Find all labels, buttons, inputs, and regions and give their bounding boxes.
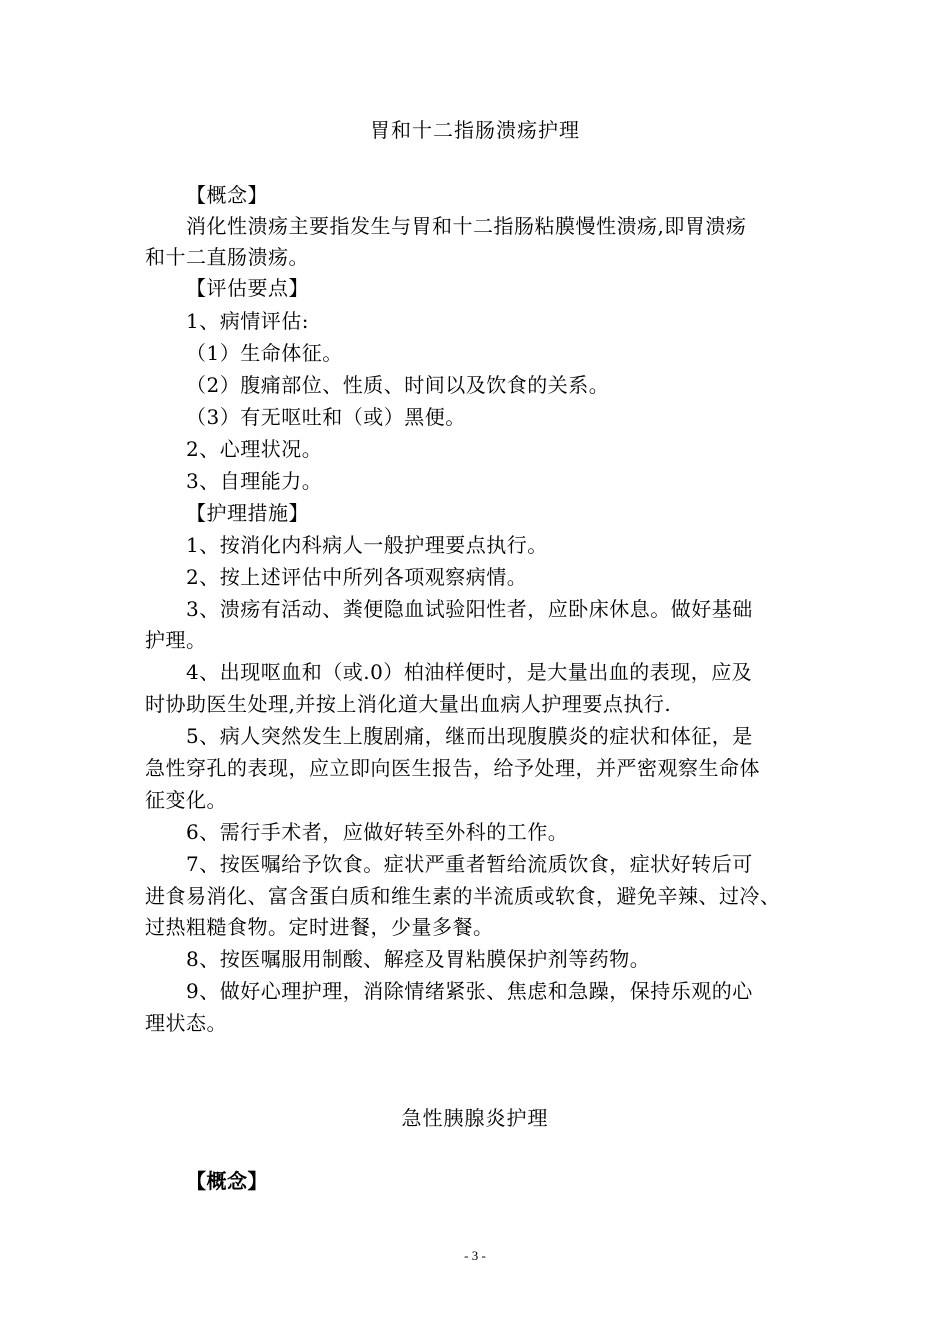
section-title: 胃和十二指肠溃疡护理 xyxy=(370,118,580,142)
measure-item-continuation: 时协助医生处理,并按上消化道大量出血病人护理要点执行. xyxy=(145,692,672,716)
measure-item: 2、按上述评估中所列各项观察病情。 xyxy=(186,565,528,589)
measure-item: 1、按消化内科病人一般护理要点执行。 xyxy=(186,533,548,557)
measure-item-continuation: 征变化。 xyxy=(145,788,227,812)
page-number: - 3 - xyxy=(464,1248,486,1263)
measure-item: 8、按医嘱服用制酸、解痉及胃粘膜保护剂等药物。 xyxy=(186,947,651,971)
assessment-item: 3、自理能力。 xyxy=(186,469,323,493)
assessment-item: （2）腹痛部位、性质、时间以及饮食的关系。 xyxy=(186,373,610,397)
measure-item: 6、需行手术者，应做好转至外科的工作。 xyxy=(186,820,569,844)
measure-item-continuation: 进食易消化、富含蛋白质和维生素的半流质或软食，避免辛辣、过冷、 xyxy=(145,884,781,908)
measure-item: 7、按医嘱给予饮食。症状严重者暂给流质饮食，症状好转后可 xyxy=(186,852,753,876)
measure-item: 4、出现呕血和（或.0）柏油样便时，是大量出血的表现，应及 xyxy=(186,660,753,684)
assessment-item: （1）生命体征。 xyxy=(186,341,343,365)
measure-item: 3、溃疡有活动、粪便隐血试验阳性者，应卧床休息。做好基础 xyxy=(186,597,753,621)
paragraph-line: 消化性溃疡主要指发生与胃和十二指肠粘膜慢性溃疡,即胃溃疡 xyxy=(186,214,747,238)
measure-item: 9、做好心理护理，消除情绪紧张、焦虑和急躁，保持乐观的心 xyxy=(186,979,753,1003)
assessment-item: 2、心理状况。 xyxy=(186,437,323,461)
measure-item-continuation: 理状态。 xyxy=(145,1011,227,1035)
assessment-item: （3）有无呕吐和（或）黑便。 xyxy=(186,405,466,429)
measure-item-continuation: 过热粗糙食物。定时进餐，少量多餐。 xyxy=(145,915,494,939)
assessment-item: 1、病情评估: xyxy=(186,309,309,333)
paragraph-line: 和十二直肠溃疡。 xyxy=(145,245,309,269)
concept-heading: 【概念】 xyxy=(186,1169,268,1193)
section-title: 急性胰腺炎护理 xyxy=(401,1106,549,1130)
concept-heading: 【概念】 xyxy=(186,183,268,207)
assessment-heading: 【评估要点】 xyxy=(186,276,309,300)
measure-item: 5、病人突然发生上腹剧痛，继而出现腹膜炎的症状和体征，是 xyxy=(186,724,753,748)
measure-item-continuation: 急性穿孔的表现，应立即向医生报告，给予处理，并严密观察生命体 xyxy=(145,756,760,780)
measures-heading: 【护理措施】 xyxy=(186,501,309,525)
measure-item-continuation: 护理。 xyxy=(145,628,207,652)
